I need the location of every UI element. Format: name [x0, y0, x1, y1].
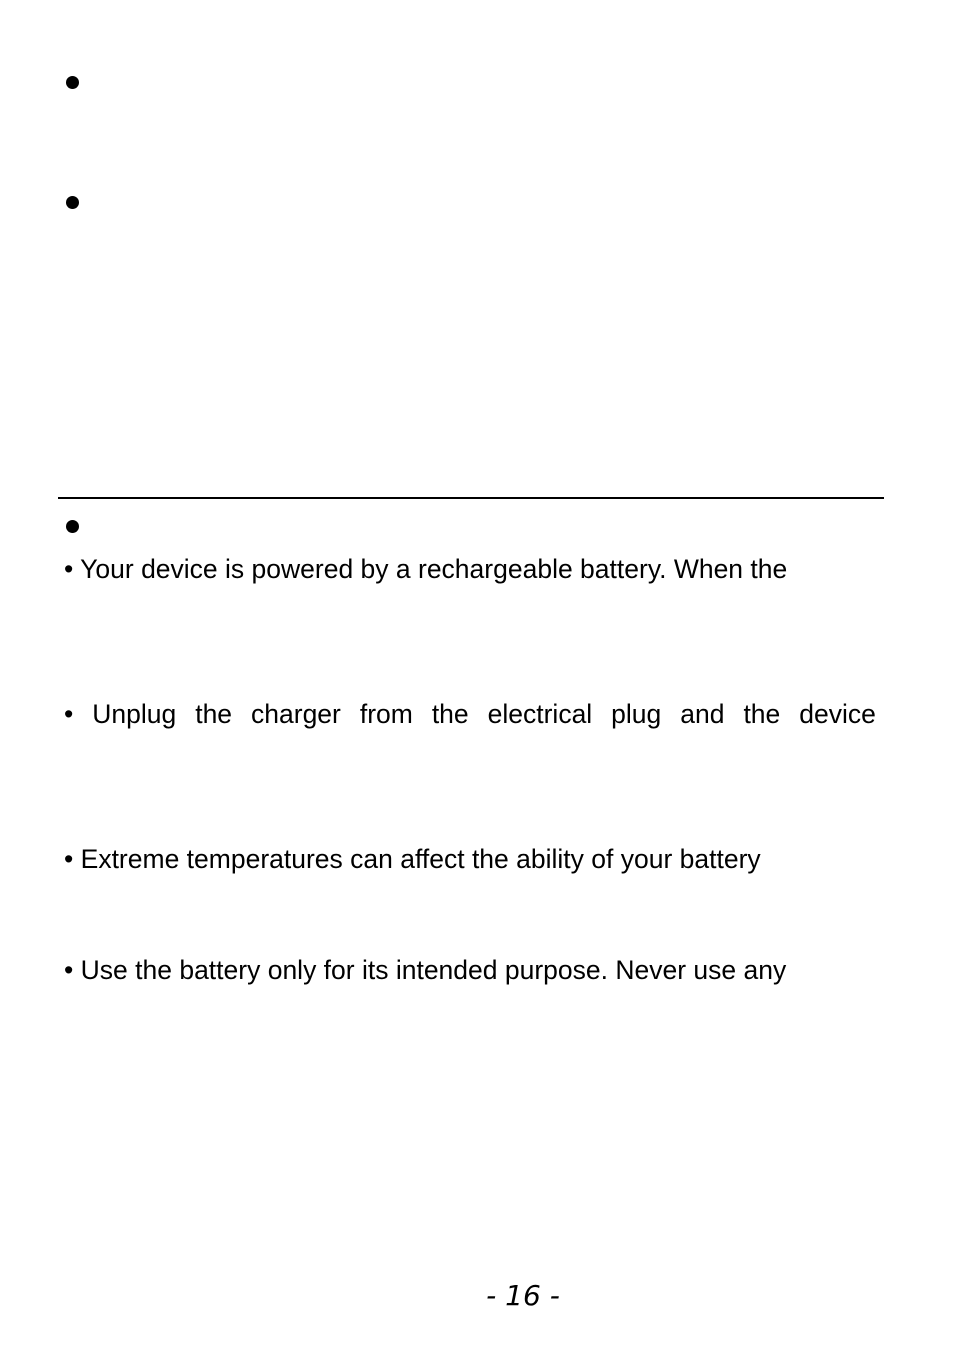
bullet-dot-1	[66, 76, 79, 89]
paragraph-unplug-charger	[64, 698, 876, 730]
paragraph-intended-purpose: • Use the battery only for its intended purpose. Never use any	[64, 955, 787, 985]
word: and	[680, 699, 725, 729]
word: charger	[251, 699, 341, 729]
word: Unplug	[92, 699, 177, 729]
page-number: - 16 -	[486, 1279, 560, 1312]
word: electrical	[487, 699, 593, 729]
word: •	[64, 699, 74, 729]
section-bullet-dot	[66, 520, 79, 533]
word: plug	[611, 699, 662, 729]
word: the	[743, 699, 781, 729]
word: from	[359, 699, 413, 729]
bullet-dot-2	[66, 196, 79, 209]
word: device	[799, 699, 876, 729]
word: the	[195, 699, 233, 729]
word: the	[431, 699, 469, 729]
paragraph-powered-by-battery: • Your device is powered by a rechargeable battery. When the	[64, 554, 788, 584]
paragraph-extreme-temperatures: • Extreme temperatures can affect the ability of your battery	[64, 844, 761, 874]
section-divider	[58, 497, 884, 499]
